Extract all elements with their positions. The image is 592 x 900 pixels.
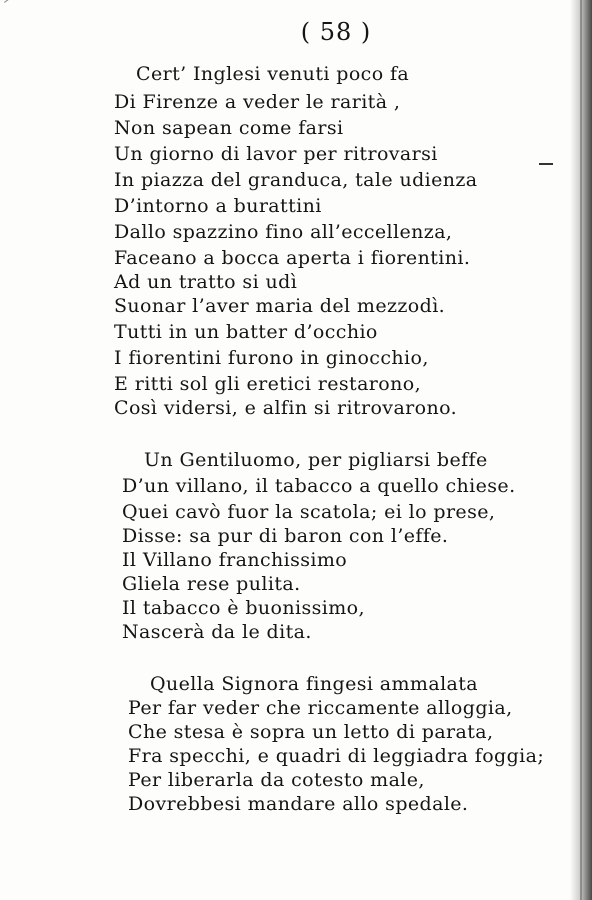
- verse-line: Che stesa è sopra un letto di parata,: [128, 721, 494, 743]
- verse-line: Cert’ Inglesi venuti poco fa: [136, 63, 410, 85]
- verse-line: Un Gentiluomo, per pigliarsi beffe: [144, 449, 488, 471]
- verse-line: Dovrebbesi mandare allo spedale.: [128, 793, 469, 815]
- verse-line: Suonar l’aver maria del mezzodì.: [114, 295, 446, 317]
- corner-mark: [4, 0, 23, 3]
- verse-line: Il Villano franchissimo: [122, 549, 348, 571]
- verse-line: In piazza del granduca, tale udienza: [114, 169, 478, 191]
- verse-line: Disse: sa pur di baron con l’effe.: [122, 525, 449, 547]
- verse-line: Fra specchi, e quadri di leggiadra foggia;: [128, 745, 545, 767]
- verse-line: E ritti sol gli eretici restarono,: [114, 373, 422, 395]
- verse-line: D’intorno a burattini: [114, 195, 322, 217]
- verse-line: Il tabacco è buonissimo,: [122, 597, 365, 619]
- verse-line: Per far veder che riccamente alloggia,: [128, 697, 513, 719]
- verse-line: Quei cavò fuor la scatola; ei lo prese,: [122, 501, 496, 523]
- verse-line: Così vidersi, e alfin si ritrovarono.: [114, 397, 458, 419]
- verse-line: Ad un tratto si udì: [114, 271, 298, 293]
- verse-line: Non sapean come farsi: [114, 117, 344, 139]
- verse-line: Un giorno di lavor per ritrovarsi: [114, 143, 438, 165]
- verse-line: D’un villano, il tabacco a quello chiese.: [122, 475, 516, 497]
- verse-line: Gliela rese pulita.: [122, 573, 301, 595]
- verse-line: Faceano a bocca aperta i fiorentini.: [114, 247, 471, 269]
- verse-line: Quella Signora fingesi ammalata: [150, 673, 479, 695]
- margin-dash: [539, 163, 553, 165]
- verse-line: Di Firenze a veder le rarità ,: [114, 91, 401, 113]
- verse-line: Nascerà da le dita.: [122, 621, 312, 643]
- verse-line: Tutti in un batter d’occhio: [114, 321, 378, 343]
- verse-line: Per liberarla da cotesto male,: [128, 769, 425, 791]
- verse-line: I fiorentini furono in ginocchio,: [114, 347, 429, 369]
- page-number: ( 58 ): [300, 18, 372, 46]
- page-edge-line: [580, 0, 582, 900]
- verse-line: Dallo spazzino fino all’eccellenza,: [114, 221, 453, 243]
